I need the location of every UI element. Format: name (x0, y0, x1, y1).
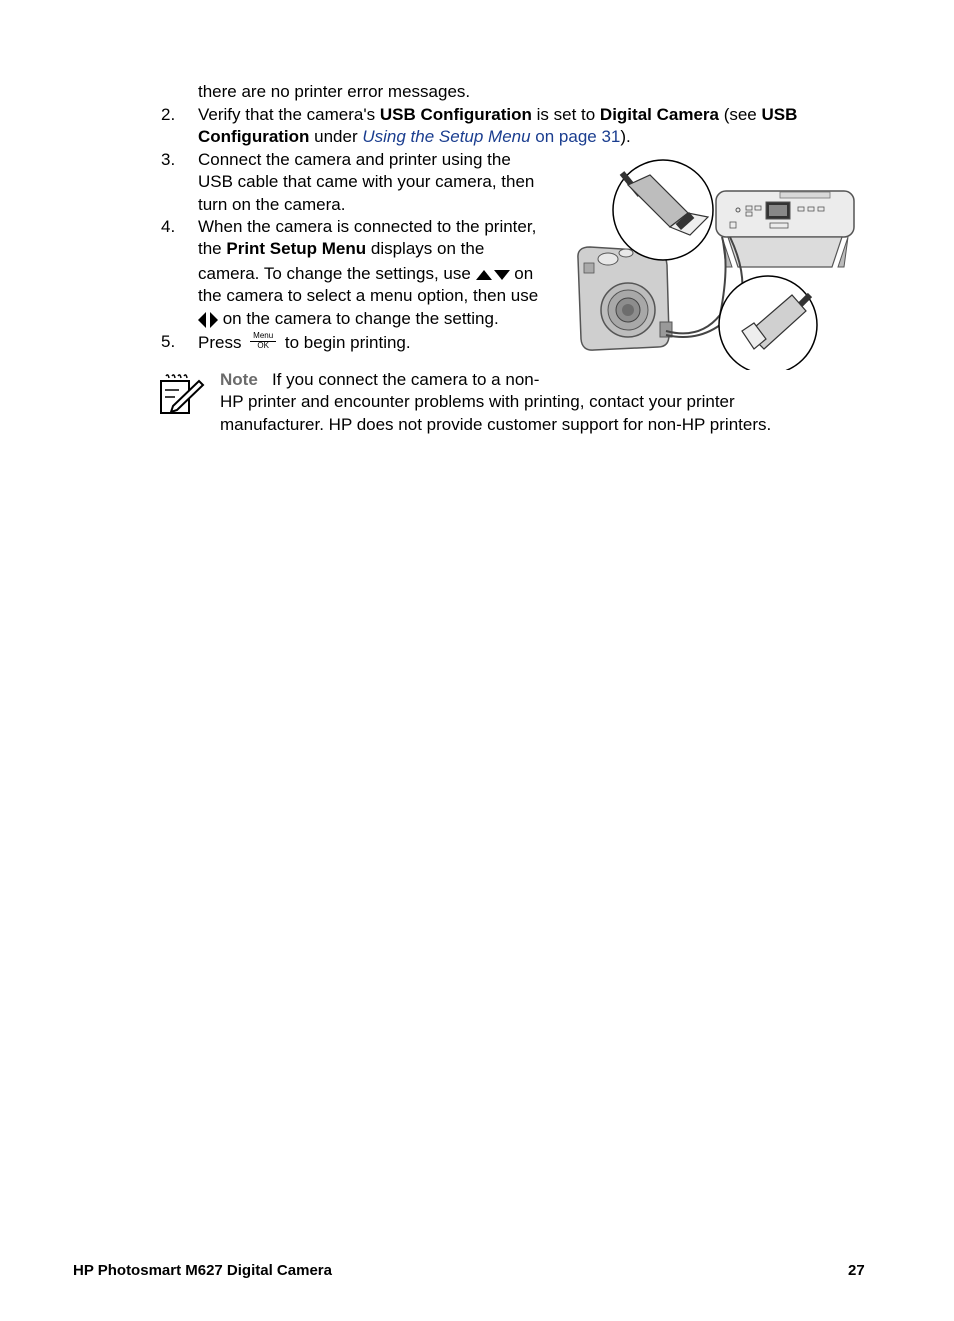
camera-illustration (578, 247, 672, 350)
step-4-number: 4. (161, 217, 176, 236)
step-3-number: 3. (161, 150, 176, 169)
setup-menu-link[interactable]: Using the Setup Menu on page 31 (362, 127, 621, 146)
usb-a-connector-magnifier (613, 160, 713, 260)
step-5-number: 5. (161, 332, 176, 351)
step-4-line-2: the Print Setup Menu displays on the (198, 239, 485, 258)
step-3-line-1: Connect the camera and printer using the (198, 150, 511, 169)
step-2-number: 2. (161, 105, 176, 124)
usb-b-connector-magnifier (719, 276, 817, 370)
intro-text: there are no printer error messages. (198, 82, 471, 101)
footer-page-number: 27 (848, 1262, 865, 1279)
step-2-line-1: Verify that the camera's USB Configuration is set to Digital Camera (see USB (198, 105, 798, 124)
step-5-line: Press Menu OK to begin printing. (198, 330, 411, 352)
note-icon (159, 373, 205, 415)
note-line-1: Note If you connect the camera to a non- (220, 370, 540, 389)
step-4-line-1: When the camera is connected to the printer, (198, 217, 537, 236)
up-arrow-icon (476, 270, 492, 280)
menu-ok-button-icon: Menu OK (250, 332, 276, 350)
note-line-3: manufacturer. HP does not provide customer support for non-HP printers. (220, 415, 772, 434)
step-2-line-2: Configuration under Using the Setup Menu on page 31). (198, 127, 631, 146)
step-4-line-3: camera. To change the settings, use on (198, 264, 534, 283)
left-arrow-icon (198, 312, 206, 328)
step-3-line-3: turn on the camera. (198, 195, 346, 214)
camera-printer-illustration (570, 155, 862, 370)
right-arrow-icon (210, 312, 218, 328)
step-4-line-5: on the camera to change the setting. (198, 308, 499, 331)
step-3-line-2: USB cable that came with your camera, then (198, 172, 535, 191)
step-4-line-4: the camera to select a menu option, then use (198, 286, 539, 305)
note-line-2: HP printer and encounter problems with printing, contact your printer (220, 392, 735, 411)
down-arrow-icon (494, 270, 510, 280)
footer-title: HP Photosmart M627 Digital Camera (73, 1262, 332, 1279)
